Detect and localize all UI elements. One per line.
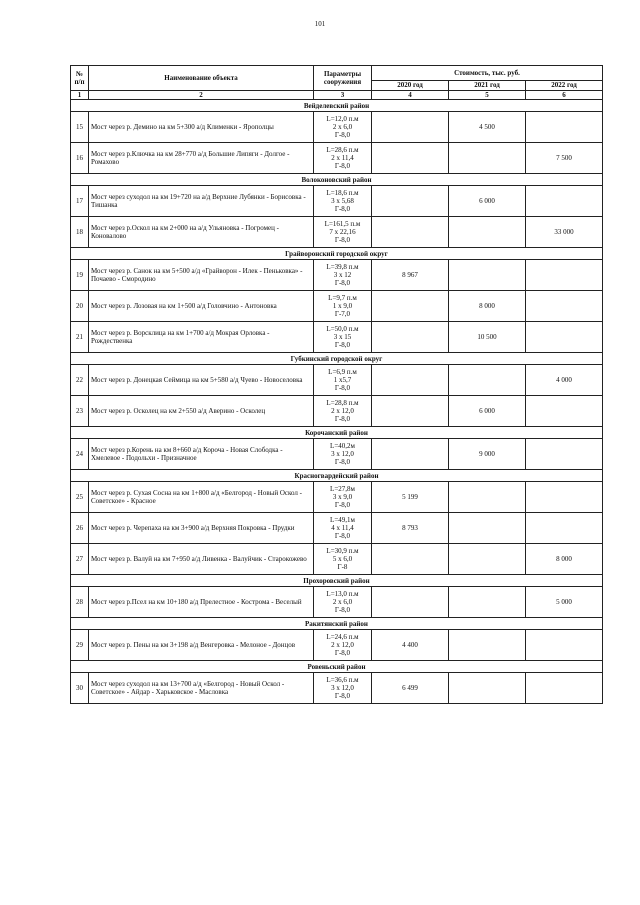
param-line: 4 х 11,4: [331, 524, 354, 533]
table-row: [71, 322, 603, 353]
object-name: Мост через суходол на км 19+720 на а/д Верхние Лубянки - Борисовка - Тишанка: [89, 186, 314, 217]
structure-params: [314, 673, 372, 704]
cost-2022: [526, 482, 603, 513]
param-line: Г-8,0: [334, 501, 351, 510]
table-row: [71, 143, 603, 174]
district-row: [71, 575, 603, 587]
structure-params: [314, 260, 372, 291]
row-number: 28: [71, 587, 89, 618]
structure-params: [314, 630, 372, 661]
structure-params: [314, 365, 372, 396]
cost-2021: [449, 630, 526, 661]
cost-2022: [526, 513, 603, 544]
row-number: 27: [71, 544, 89, 575]
object-name: Мост через р. Донецкая Сеймица на км 5+580 а/д Чуево - Новоселовка: [89, 365, 314, 396]
cost-2020: [372, 322, 449, 353]
table-row: [71, 439, 603, 470]
district-row: [71, 618, 603, 630]
index-cell: 6: [526, 91, 603, 100]
param-line: 2 х 12,0: [331, 407, 354, 416]
cost-2022: 5 000: [526, 587, 603, 618]
param-line: 3 х 12,0: [331, 684, 354, 693]
district-row: [71, 470, 603, 482]
param-line: 2 х 6,0: [332, 123, 353, 132]
district-name: Волоконовский район: [71, 174, 603, 186]
object-name: Мост через р.Псел на км 10+180 а/д Прелестное - Кострома - Веселый: [89, 587, 314, 618]
district-name: Прохоровский район: [71, 575, 603, 587]
cost-2020: 4 400: [372, 630, 449, 661]
structure-params: [314, 396, 372, 427]
cost-2020: 6 499: [372, 673, 449, 704]
param-line: Г-8,0: [334, 131, 351, 140]
param-line: L=12,0 п.м: [326, 114, 359, 123]
param-line: 5 х 6,0: [332, 555, 353, 564]
cost-2020: [372, 396, 449, 427]
row-number: 21: [71, 322, 89, 353]
cost-2020: [372, 291, 449, 322]
cost-2021: 6 000: [449, 186, 526, 217]
cost-2021: [449, 513, 526, 544]
structure-params: [314, 322, 372, 353]
cost-2022: 7 500: [526, 143, 603, 174]
param-line: 3 х 12: [333, 271, 352, 280]
district-name: Вейделевский район: [71, 100, 603, 112]
object-name: Мост через р. Ворсклица на км 1+700 а/д Мокрая Орловка - Рождественка: [89, 322, 314, 353]
cost-2022: [526, 630, 603, 661]
param-line: Г-8,0: [334, 341, 351, 350]
param-line: Г-8,0: [334, 415, 351, 424]
cost-2022: 4 000: [526, 365, 603, 396]
cost-2022: [526, 673, 603, 704]
cost-2022: [526, 291, 603, 322]
param-line: Г-8,0: [334, 162, 351, 171]
page-number: 101: [314, 20, 326, 28]
district-row: [71, 174, 603, 186]
district-row: [71, 427, 603, 439]
param-line: 2 х 6,0: [332, 598, 353, 607]
table-row: [71, 365, 603, 396]
cost-2021: 9 000: [449, 439, 526, 470]
param-line: 1 х 9,0: [332, 302, 353, 311]
district-row: [71, 248, 603, 260]
cost-2020: [372, 217, 449, 248]
param-line: 3 х 12,0: [331, 450, 354, 459]
table-row: [71, 587, 603, 618]
district-name: Губкинский городской округ: [71, 353, 603, 365]
index-cell: 4: [372, 91, 449, 100]
table-row: [71, 112, 603, 143]
structure-params: [314, 439, 372, 470]
param-line: 3 х 9,0: [332, 493, 353, 502]
table-row: [71, 260, 603, 291]
row-number: 19: [71, 260, 89, 291]
table-row: [71, 630, 603, 661]
param-line: L=30,9 п.м: [326, 546, 359, 555]
cost-2020: [372, 587, 449, 618]
structure-params: [314, 587, 372, 618]
object-name: Мост через р. Черепаха на км 3+900 а/д Верхняя Покровка - Прудки: [89, 513, 314, 544]
cost-2021: [449, 587, 526, 618]
row-number: 30: [71, 673, 89, 704]
cost-2020: [372, 186, 449, 217]
param-line: Г-8: [337, 563, 348, 572]
index-cell: 1: [71, 91, 89, 100]
row-number: 15: [71, 112, 89, 143]
param-line: Г-8,0: [334, 532, 351, 541]
district-row: [71, 353, 603, 365]
param-line: 3 х 5,68: [331, 197, 354, 206]
row-number: 29: [71, 630, 89, 661]
district-row: [71, 100, 603, 112]
param-line: L=6,9 п.м: [328, 367, 357, 376]
table-row: [71, 482, 603, 513]
cost-2021: 6 000: [449, 396, 526, 427]
cost-2021: 4 500: [449, 112, 526, 143]
object-name: Мост через р. Валуй на км 7+950 а/д Ливенка - Валуйчик - Старокожево: [89, 544, 314, 575]
cost-2020: 5 199: [372, 482, 449, 513]
param-line: Г-8,0: [334, 384, 351, 393]
index-cell: 2: [89, 91, 314, 100]
param-line: L=49,1м: [330, 515, 355, 524]
cost-2020: 8 967: [372, 260, 449, 291]
structure-params: [314, 482, 372, 513]
row-number: 17: [71, 186, 89, 217]
cost-2022: [526, 439, 603, 470]
param-line: L=28,6 п.м: [326, 145, 359, 154]
cost-2021: 8 000: [449, 291, 526, 322]
table-row: [71, 396, 603, 427]
object-name: Мост через р. Осколец на км 2+550 а/д Аверино - Осколец: [89, 396, 314, 427]
cost-2020: [372, 439, 449, 470]
param-line: L=9,7 п.м: [328, 293, 357, 302]
district-name: Ровеньский район: [71, 661, 603, 673]
param-line: L=13,0 п.м: [326, 589, 359, 598]
district-row: [71, 661, 603, 673]
header-params: Параметры сооружения: [314, 66, 372, 91]
object-name: Мост через р. Демино на км 5+300 а/д Клименки - Ярополцы: [89, 112, 314, 143]
row-number: 22: [71, 365, 89, 396]
header-no: № п/п: [71, 66, 89, 91]
cost-2020: [372, 143, 449, 174]
param-line: 3 х 15: [333, 333, 352, 342]
table-row: [71, 186, 603, 217]
cost-2022: [526, 396, 603, 427]
param-line: 2 х 12,0: [331, 641, 354, 650]
cost-2021: [449, 544, 526, 575]
param-line: Г-8,0: [334, 458, 351, 467]
param-line: L=36,6 п.м: [326, 675, 359, 684]
param-line: L=39,8 п.м: [326, 262, 359, 271]
param-line: Г-8,0: [334, 649, 351, 658]
object-name: Мост через р. Сухая Сосна на км 1+800 а/д «Белгород - Новый Оскол - Советское» - Красное: [89, 482, 314, 513]
param-line: L=40,2м: [330, 441, 355, 450]
district-name: Ракитянский район: [71, 618, 603, 630]
cost-2020: [372, 112, 449, 143]
structure-params: [314, 217, 372, 248]
table-row: [71, 217, 603, 248]
param-line: Г-8,0: [334, 606, 351, 615]
table-header: [71, 66, 603, 100]
cost-2020: 8 793: [372, 513, 449, 544]
object-name: Мост через р.Оскол на км 2+000 на а/д Ульяновка - Погромец - Коновалово: [89, 217, 314, 248]
cost-2022: [526, 322, 603, 353]
row-number: 25: [71, 482, 89, 513]
header-name: Наименование объекта: [89, 66, 314, 91]
row-number: 16: [71, 143, 89, 174]
object-name: Мост через суходол на км 13+700 а/д «Белгород - Новый Оскол - Советское» - Айдар - Харьковское - Масловка: [89, 673, 314, 704]
param-line: Г-7,0: [334, 310, 351, 319]
cost-2022: [526, 260, 603, 291]
structure-params: [314, 513, 372, 544]
structure-params: [314, 112, 372, 143]
structure-params: [314, 143, 372, 174]
table-row: [71, 673, 603, 704]
object-name: Мост через р. Санок на км 5+500 а/д «Грайворон - Илек - Пеньковка» - Почаево - Смородино: [89, 260, 314, 291]
cost-2020: [372, 544, 449, 575]
cost-2022: 33 000: [526, 217, 603, 248]
row-number: 26: [71, 513, 89, 544]
bridges-cost-table: [70, 65, 603, 704]
cost-2021: [449, 217, 526, 248]
index-cell: 5: [449, 91, 526, 100]
header-year-2021: 2021 год: [449, 81, 526, 91]
cost-2020: [372, 365, 449, 396]
param-line: Г-8,0: [334, 692, 351, 701]
object-name: Мост через р.Ключка на км 28+770 а/д Большие Липяги - Долгое - Ромахово: [89, 143, 314, 174]
row-number: 23: [71, 396, 89, 427]
param-line: L=50,0 п.м: [326, 324, 359, 333]
table-body: [71, 100, 603, 704]
header-cost: Стоимость, тыс. руб.: [372, 66, 603, 81]
row-number: 24: [71, 439, 89, 470]
param-line: L=24,6 п.м: [326, 632, 359, 641]
structure-params: [314, 291, 372, 322]
param-line: Г-8,0: [334, 279, 351, 288]
table-row: [71, 513, 603, 544]
object-name: Мост через р. Лозовая на км 1+500 а/д Головчино - Антоновка: [89, 291, 314, 322]
param-line: Г-8,0: [334, 236, 351, 245]
header-year-2022: 2022 год: [526, 81, 603, 91]
table-row: [71, 544, 603, 575]
param-line: L=28,8 п.м: [326, 398, 359, 407]
index-cell: 3: [314, 91, 372, 100]
cost-2022: [526, 186, 603, 217]
cost-2021: [449, 260, 526, 291]
district-name: Красногвардейский район: [71, 470, 603, 482]
structure-params: [314, 544, 372, 575]
cost-2022: [526, 112, 603, 143]
cost-2022: 8 000: [526, 544, 603, 575]
param-line: L=18,6 п.м: [326, 188, 359, 197]
param-line: Г-8,0: [334, 205, 351, 214]
object-name: Мост через р. Пены на км 3+198 а/д Венгеровка - Мелоное - Донцов: [89, 630, 314, 661]
cost-2021: [449, 143, 526, 174]
cost-2021: [449, 482, 526, 513]
cost-2021: 10 500: [449, 322, 526, 353]
cost-2021: [449, 673, 526, 704]
structure-params: [314, 186, 372, 217]
district-name: Грайворонский городской округ: [71, 248, 603, 260]
object-name: Мост через р.Корень на км 8+660 а/д Короча - Новая Слободка - Хмелевое - Подольхи - Призначное: [89, 439, 314, 470]
header-year-2020: 2020 год: [372, 81, 449, 91]
param-line: 7 х 22,16: [329, 228, 356, 237]
row-number: 20: [71, 291, 89, 322]
row-number: 18: [71, 217, 89, 248]
district-name: Корочанский район: [71, 427, 603, 439]
param-line: 1 х5,7: [333, 376, 352, 385]
param-line: L=161,5 п.м: [324, 219, 361, 228]
param-line: 2 х 11,4: [331, 154, 354, 163]
table-row: [71, 291, 603, 322]
cost-2021: [449, 365, 526, 396]
param-line: L=27,8м: [330, 484, 355, 493]
